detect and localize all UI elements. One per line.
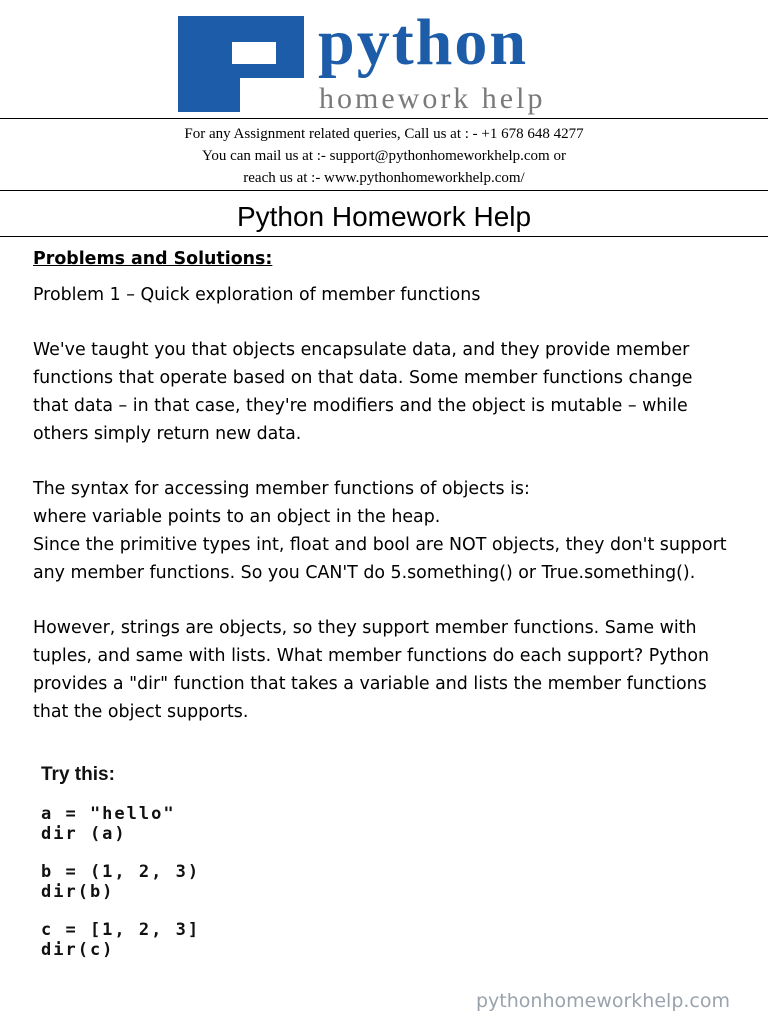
header-divider-bottom (0, 236, 768, 237)
code-line: dir(b) (41, 882, 115, 902)
code-line: c = [1, 2, 3] (41, 920, 201, 940)
paragraph-variable: where variable points to an object in the heap. (33, 507, 441, 528)
brand-logo (178, 6, 598, 116)
header-divider-top (0, 118, 768, 119)
paragraph-strings: However, strings are objects, so they support member functions. Same with tuples, and same with lists. What member functions do each support? Python provides a "dir" function that takes a variable and lists the member functions that the object supports. (33, 618, 710, 722)
code-line: a = "hello" (41, 804, 176, 824)
logo-wordmark: python (318, 6, 529, 79)
paragraph-objects: We've taught you that objects encapsulate data, and they provide member functions that operate based on that data. Some member functions change that data – in that case, they're modifiers and the object is mutable – while others simply return new data. (33, 340, 693, 444)
contact-phone-line: For any Assignment related queries, Call us at : - +1 678 648 4277 (184, 126, 584, 142)
code-line: dir (a) (41, 824, 127, 844)
code-example (41, 764, 461, 960)
contact-email-line: You can mail us at :- support@pythonhomeworkhelp.com or (202, 148, 566, 164)
document-body (33, 246, 733, 727)
problem-title: Problem 1 – Quick exploration of member functions (33, 284, 481, 305)
section-heading: Problems and Solutions: (33, 249, 273, 269)
paragraph-primitives: Since the primitive types int, float and bool are NOT objects, they don't support any member functions. So you CAN'T do 5.something() or True.something(). (33, 534, 727, 583)
document-title: Python Homework Help (236, 201, 532, 232)
footer-website: pythonhomeworkhelp.com (476, 990, 730, 1012)
logo-tagline: homework help (319, 82, 546, 115)
python-p-logo-icon (178, 16, 304, 112)
contact-block (0, 123, 768, 189)
code-line: b = (1, 2, 3) (41, 862, 201, 882)
contact-website-line: reach us at :- www.pythonhomeworkhelp.com/ (243, 170, 525, 186)
code-label: Try this: (41, 764, 115, 785)
paragraph-syntax: The syntax for accessing member functions of objects is: (33, 479, 530, 500)
code-line: dir(c) (41, 940, 115, 960)
header-divider-mid (0, 190, 768, 191)
